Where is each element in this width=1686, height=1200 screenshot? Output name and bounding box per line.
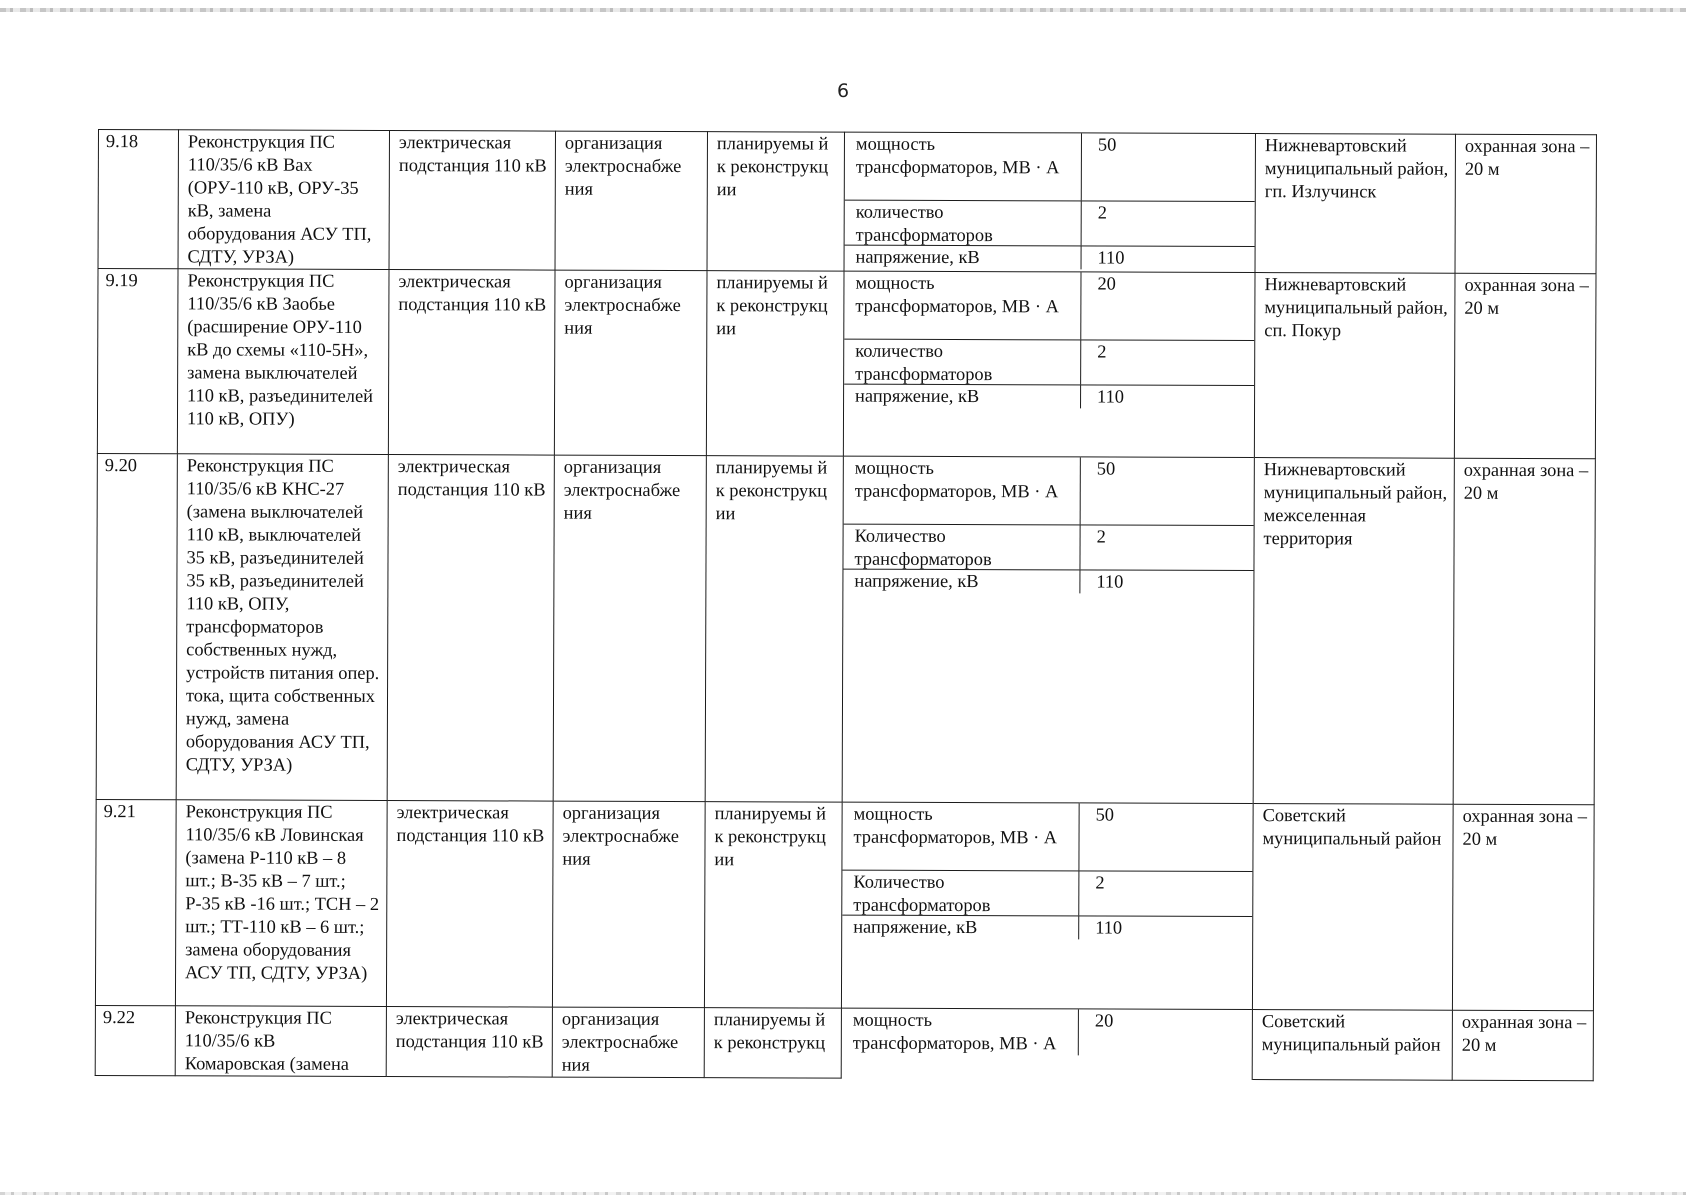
row-number: 9.19	[97, 269, 178, 454]
characteristic-value: 110	[1097, 386, 1125, 407]
scan-edge-top	[0, 8, 1686, 12]
characteristic-name: мощность трансформаторов, МВ · А	[842, 1009, 1079, 1056]
characteristic-name: количество трансформаторов	[844, 340, 1081, 385]
characteristics-cell	[843, 271, 1255, 457]
characteristics-list	[842, 803, 1252, 940]
row-number: 9.21	[95, 799, 176, 1005]
object-type: электрическая подстанция 110 кВ	[387, 455, 554, 802]
characteristics-list	[845, 133, 1255, 270]
characteristics-cell	[841, 1008, 1252, 1079]
object-status: планируемы й к реконструкц ии	[706, 271, 844, 456]
object-status: планируемы й к реконструкц ии	[707, 132, 844, 271]
characteristic-line	[845, 246, 1255, 270]
object-status: планируемы й к реконструкц	[704, 1008, 841, 1078]
object-location: Советский муниципальный район	[1252, 1010, 1452, 1081]
table-row	[95, 799, 1594, 1010]
table-row	[97, 269, 1596, 459]
row-number: 9.20	[96, 453, 177, 799]
characteristic-name: напряжение, кВ	[844, 385, 1081, 409]
object-location: Нижневартовский муниципальный район, гп. Излучинск	[1255, 134, 1455, 274]
characteristic-line	[844, 457, 1254, 526]
characteristic-line	[842, 916, 1252, 940]
characteristic-line	[843, 570, 1253, 594]
object-type: электрическая подстанция 110 кВ	[388, 270, 555, 456]
characteristic-value: 110	[1096, 571, 1124, 592]
protection-zone: охранная зона – 20 м	[1454, 273, 1596, 458]
object-purpose: организация электроснабже ния	[555, 131, 707, 271]
protection-zone: охранная зона – 20 м	[1453, 458, 1595, 804]
object-purpose: организация электроснабже ния	[554, 270, 707, 456]
object-status: планируемы й к реконструкц ии	[704, 802, 842, 1008]
row-number: 9.18	[98, 130, 178, 269]
protection-zone: охранная зона – 20 м	[1452, 804, 1594, 1010]
object-name: Реконструкция ПС 110/35/6 кВ Ловинская (замена Р-110 кВ – 8 шт.; В-35 кВ – 7 шт.; Р-35 кВ -16 шт.; ТСН – 2 шт.; ТТ-110 кВ – 6 шт.; замена оборудования АСУ ТП, СДТУ, УРЗА)	[175, 800, 387, 1007]
characteristic-value: 20	[1094, 1010, 1114, 1031]
characteristic-value: 20	[1097, 273, 1116, 294]
characteristic-line	[845, 201, 1255, 247]
object-purpose: организация электроснабже ния	[552, 801, 705, 1008]
registry-sheet	[95, 129, 1596, 1081]
object-name: Реконструкция ПС 110/35/6 кВ Заобье (расширение ОРУ-110 кВ до схемы «110-5Н», замена выключателей 110 кВ, разъединителей 110 кВ, ОПУ)	[177, 269, 389, 455]
characteristic-line	[844, 340, 1254, 386]
object-location: Нижневартовский муниципальный район, сп. Покур	[1254, 273, 1455, 459]
table-row	[98, 130, 1596, 274]
characteristics-list	[843, 457, 1253, 594]
characteristic-name: Количество трансформаторов	[843, 525, 1080, 570]
characteristic-value: 50	[1095, 804, 1115, 825]
characteristic-value: 2	[1095, 872, 1105, 893]
characteristic-name: мощность трансформаторов, МВ · А	[844, 457, 1081, 525]
characteristic-name: напряжение, кВ	[842, 916, 1079, 940]
object-status: планируемы й к реконструкц ии	[705, 456, 843, 802]
characteristic-value: 50	[1097, 134, 1117, 155]
characteristic-line	[842, 871, 1252, 917]
characteristic-value: 110	[1095, 917, 1123, 938]
characteristic-name: Количество трансформаторов	[842, 871, 1079, 916]
object-name: Реконструкция ПС 110/35/6 кВ КНС-27 (замена выключателей 110 кВ, выключателей 35 кВ, разъединителей 35 кВ, разъединителей 110 кВ, ОПУ, трансформаторов собственных нужд, устройств питания опер. тока, щита собственных нужд, замена оборудования АСУ ТП, СДТУ, УРЗА)	[176, 454, 388, 801]
page-number: 6	[836, 80, 850, 102]
characteristic-name: количество трансформаторов	[845, 201, 1082, 246]
characteristic-value: 50	[1096, 458, 1116, 479]
characteristics-cell	[842, 456, 1254, 803]
object-purpose: организация электроснабже ния	[553, 455, 706, 802]
characteristic-value: 2	[1096, 526, 1106, 547]
characteristic-name: мощность трансформаторов, МВ · А	[842, 803, 1079, 871]
object-name: Реконструкция ПС 110/35/6 кВ Комаровская (замена	[175, 1006, 386, 1077]
characteristic-line	[844, 385, 1254, 409]
protection-zone: охранная зона – 20 м	[1455, 134, 1596, 273]
object-location: Советский муниципальный район	[1252, 804, 1453, 1011]
row-number: 9.22	[95, 1005, 175, 1075]
protection-zone: охранная зона – 20 м	[1452, 1010, 1593, 1080]
object-name: Реконструкция ПС 110/35/6 кВ Вах (ОРУ-110 кВ, ОРУ-35 кВ, замена оборудования АСУ ТП, СДТУ, УРЗА)	[178, 130, 389, 270]
object-type: электрическая подстанция 110 кВ	[386, 1007, 552, 1078]
characteristic-value: 110	[1097, 247, 1125, 268]
table-row	[95, 1005, 1593, 1080]
characteristic-line	[842, 1009, 1252, 1056]
characteristic-line	[842, 803, 1252, 872]
characteristics-cell	[844, 132, 1255, 272]
characteristics-cell	[841, 802, 1253, 1009]
object-purpose: организация электроснабже ния	[552, 1007, 704, 1078]
object-type: электрическая подстанция 110 кВ	[389, 131, 555, 271]
characteristic-name: мощность трансформаторов, МВ · А	[845, 133, 1082, 201]
characteristic-value: 2	[1097, 341, 1107, 362]
scan-edge-bottom	[0, 1192, 1686, 1195]
characteristic-line	[843, 525, 1253, 571]
characteristic-name: напряжение, кВ	[843, 570, 1080, 594]
table-row	[96, 453, 1595, 804]
characteristic-value: 2	[1097, 202, 1107, 223]
characteristics-list	[844, 272, 1254, 409]
characteristic-name: напряжение, кВ	[845, 246, 1082, 270]
characteristic-line	[845, 133, 1255, 202]
object-type: электрическая подстанция 110 кВ	[386, 801, 553, 1008]
characteristics-list	[842, 1009, 1252, 1056]
characteristic-name: мощность трансформаторов, МВ · А	[844, 272, 1081, 340]
object-location: Нижневартовский муниципальный район, межселенная территория	[1253, 458, 1454, 805]
characteristic-line	[844, 272, 1254, 341]
registry-table	[95, 129, 1597, 1081]
